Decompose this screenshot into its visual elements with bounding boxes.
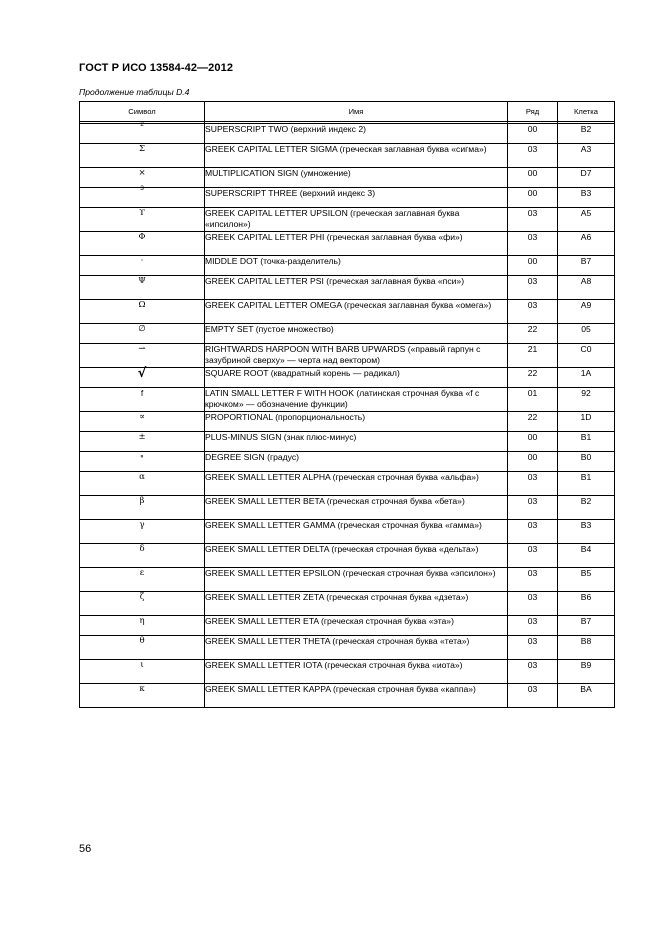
name-cell: GREEK SMALL LETTER ZETA (греческая строчная буква «дзета») [205,592,508,616]
table-row [80,472,615,496]
name-cell: PLUS-MINUS SIGN (знак плюс-минус) [205,432,508,452]
table-row [80,452,615,472]
symbol-cell [80,324,205,344]
column-header-name: Имя [205,102,508,122]
cell-code: A5 [558,208,615,232]
name-cell: RIGHTWARDS HARPOON WITH BARB UPWARDS («правый гарпун с зазубриной сверху» — черта над вектором) [205,344,508,368]
table-row [80,412,615,432]
table-row [80,544,615,568]
symbol-cell [80,496,205,520]
table-row [80,208,615,232]
row-cell: 03 [508,144,558,168]
table-row [80,144,615,168]
column-header-cell: Клетка [558,102,615,122]
symbol-glyph: η [139,616,145,626]
symbol-glyph: √ [137,366,147,381]
symbol-cell [80,616,205,636]
symbol-cell [80,232,205,256]
row-cell: 03 [508,684,558,708]
name-cell: SUPERSCRIPT THREE (верхний индекс 3) [205,188,508,208]
table-caption: Продолжение таблицы D.4 [79,87,190,97]
document-header: ГОСТ Р ИСО 13584-42—2012 [79,62,234,74]
row-cell: 03 [508,616,558,636]
symbol-glyph: 3 [140,185,144,192]
symbol-glyph: Σ [138,144,145,154]
symbol-glyph: ε [139,568,145,578]
cell-code: 05 [558,324,615,344]
table-row [80,520,615,544]
name-cell: GREEK SMALL LETTER ALPHA (греческая строчная буква «альфа») [205,472,508,496]
cell-code: B4 [558,544,615,568]
table-row [80,660,615,684]
table-body [80,122,615,708]
symbol-cell [80,544,205,568]
symbol-glyph: ∅ [138,324,146,334]
row-cell: 03 [508,472,558,496]
column-header-row: Ряд [508,102,558,122]
cell-code: A3 [558,144,615,168]
row-cell: 00 [508,124,558,144]
row-cell: 22 [508,412,558,432]
row-cell: 21 [508,344,558,368]
row-cell: 00 [508,452,558,472]
name-cell: GREEK SMALL LETTER GAMMA (греческая строчная буква «гамма») [205,520,508,544]
cell-code: B5 [558,568,615,592]
name-cell: GREEK SMALL LETTER DELTA (греческая строчная буква «дельта») [205,544,508,568]
row-cell: 03 [508,660,558,684]
cell-code: B3 [558,520,615,544]
symbol-glyph: ⇀ [138,344,146,354]
symbol-glyph: Φ [138,232,146,242]
cell-code: 92 [558,388,615,412]
column-header-symbol: Символ [80,102,205,122]
symbol-cell [80,300,205,324]
symbol-cell [80,660,205,684]
row-cell: 00 [508,432,558,452]
cell-code: BA [558,684,615,708]
cell-code: B7 [558,616,615,636]
symbol-glyph: ∘ [139,452,145,462]
symbol-cell [80,344,205,368]
symbol-cell [80,412,205,432]
symbol-glyph: δ [139,544,145,554]
name-cell: GREEK SMALL LETTER KAPPA (греческая строчная буква «каппа») [205,684,508,708]
cell-code: C0 [558,344,615,368]
cell-code: A8 [558,276,615,300]
symbol-glyph: α [139,472,145,482]
row-cell: 22 [508,324,558,344]
row-cell: 22 [508,368,558,388]
row-cell: 00 [508,256,558,276]
symbol-glyph: ϒ [139,208,145,218]
table-row [80,168,615,188]
name-cell: GREEK SMALL LETTER BETA (греческая строчная буква «бета») [205,496,508,520]
symbol-cell [80,684,205,708]
name-cell: SQUARE ROOT (квадратный корень — радикал) [205,368,508,388]
cell-code: B9 [558,660,615,684]
table-row [80,636,615,660]
symbol-cell [80,472,205,496]
name-cell: PROPORTIONAL (пропорциональность) [205,412,508,432]
row-cell: 03 [508,592,558,616]
name-cell: MIDDLE DOT (точка-разделитель) [205,256,508,276]
symbol-glyph: ζ [139,592,145,602]
name-cell: SUPERSCRIPT TWO (верхний индекс 2) [205,124,508,144]
symbol-glyph: ∝ [139,412,145,422]
row-cell: 03 [508,496,558,520]
table-row [80,568,615,592]
cell-code: D7 [558,168,615,188]
symbol-glyph: Ω [138,300,146,310]
symbol-glyph: f [140,388,144,398]
table-row [80,368,615,388]
table-row [80,276,615,300]
symbol-cell [80,388,205,412]
cell-code: 1D [558,412,615,432]
name-cell: GREEK SMALL LETTER THETA (греческая строчная буква «тета») [205,636,508,660]
cell-code: A9 [558,300,615,324]
name-cell: DEGREE SIGN (градус) [205,452,508,472]
symbol-glyph: · [140,256,144,266]
symbol-table [79,101,615,708]
name-cell: EMPTY SET (пустое множество) [205,324,508,344]
symbol-cell [80,256,205,276]
row-cell: 03 [508,636,558,660]
name-cell: GREEK CAPITAL LETTER PSI (греческая заглавная буква «пси») [205,276,508,300]
symbol-cell [80,432,205,452]
table-row [80,124,615,144]
table-row [80,388,615,412]
page-number: 56 [79,843,92,855]
symbol-cell [80,208,205,232]
symbol-cell [80,368,205,388]
cell-code: B2 [558,124,615,144]
name-cell: MULTIPLICATION SIGN (умножение) [205,168,508,188]
symbol-glyph: θ [139,636,145,646]
symbol-glyph: 2 [140,121,144,128]
table-row [80,344,615,368]
table-row [80,324,615,344]
symbol-cell [80,636,205,660]
symbol-glyph: × [138,168,146,178]
table-row [80,300,615,324]
symbol-glyph: Ψ [138,276,146,286]
name-cell: GREEK SMALL LETTER EPSILON (греческая строчная буква «эпсилон») [205,568,508,592]
row-cell: 00 [508,168,558,188]
table-row [80,256,615,276]
cell-code: B1 [558,432,615,452]
name-cell: LATIN SMALL LETTER F WITH HOOK (латинская строчная буква «f с крючком» — обозначение функции) [205,388,508,412]
symbol-cell [80,121,205,144]
row-cell: 03 [508,300,558,324]
symbol-cell [80,520,205,544]
name-cell: GREEK CAPITAL LETTER SIGMA (греческая заглавная буква «сигма») [205,144,508,168]
row-cell: 03 [508,544,558,568]
cell-code: B8 [558,636,615,660]
row-cell: 03 [508,568,558,592]
row-cell: 01 [508,388,558,412]
symbol-glyph: γ [139,520,145,530]
symbol-cell [80,185,205,208]
name-cell: GREEK CAPITAL LETTER OMEGA (греческая заглавная буква «омега») [205,300,508,324]
table-row [80,592,615,616]
row-cell: 03 [508,208,558,232]
table-row [80,188,615,208]
symbol-glyph: β [139,496,145,506]
name-cell: GREEK SMALL LETTER IOTA (греческая строчная буква «иота») [205,660,508,684]
symbol-cell [80,452,205,472]
symbol-glyph: κ [139,684,145,694]
cell-code: B7 [558,256,615,276]
symbol-cell [80,144,205,168]
name-cell: GREEK SMALL LETTER ETA (греческая строчная буква «эта») [205,616,508,636]
symbol-glyph: ι [140,660,144,670]
row-cell: 03 [508,520,558,544]
cell-code: B0 [558,452,615,472]
symbol-cell [80,568,205,592]
symbol-glyph: ± [138,432,146,442]
symbol-cell [80,592,205,616]
row-cell: 03 [508,276,558,300]
table-row [80,232,615,256]
table-row [80,432,615,452]
cell-code: B1 [558,472,615,496]
row-cell: 03 [508,232,558,256]
symbol-cell [80,276,205,300]
table-row [80,616,615,636]
table-row [80,684,615,708]
row-cell: 00 [508,188,558,208]
cell-code: B3 [558,188,615,208]
table-header-row [80,102,615,122]
cell-code: A6 [558,232,615,256]
name-cell: GREEK CAPITAL LETTER UPSILON (греческая заглавная буква «ипсилон») [205,208,508,232]
name-cell: GREEK CAPITAL LETTER PHI (греческая заглавная буква «фи») [205,232,508,256]
cell-code: B6 [558,592,615,616]
cell-code: 1A [558,368,615,388]
table-row [80,496,615,520]
cell-code: B2 [558,496,615,520]
